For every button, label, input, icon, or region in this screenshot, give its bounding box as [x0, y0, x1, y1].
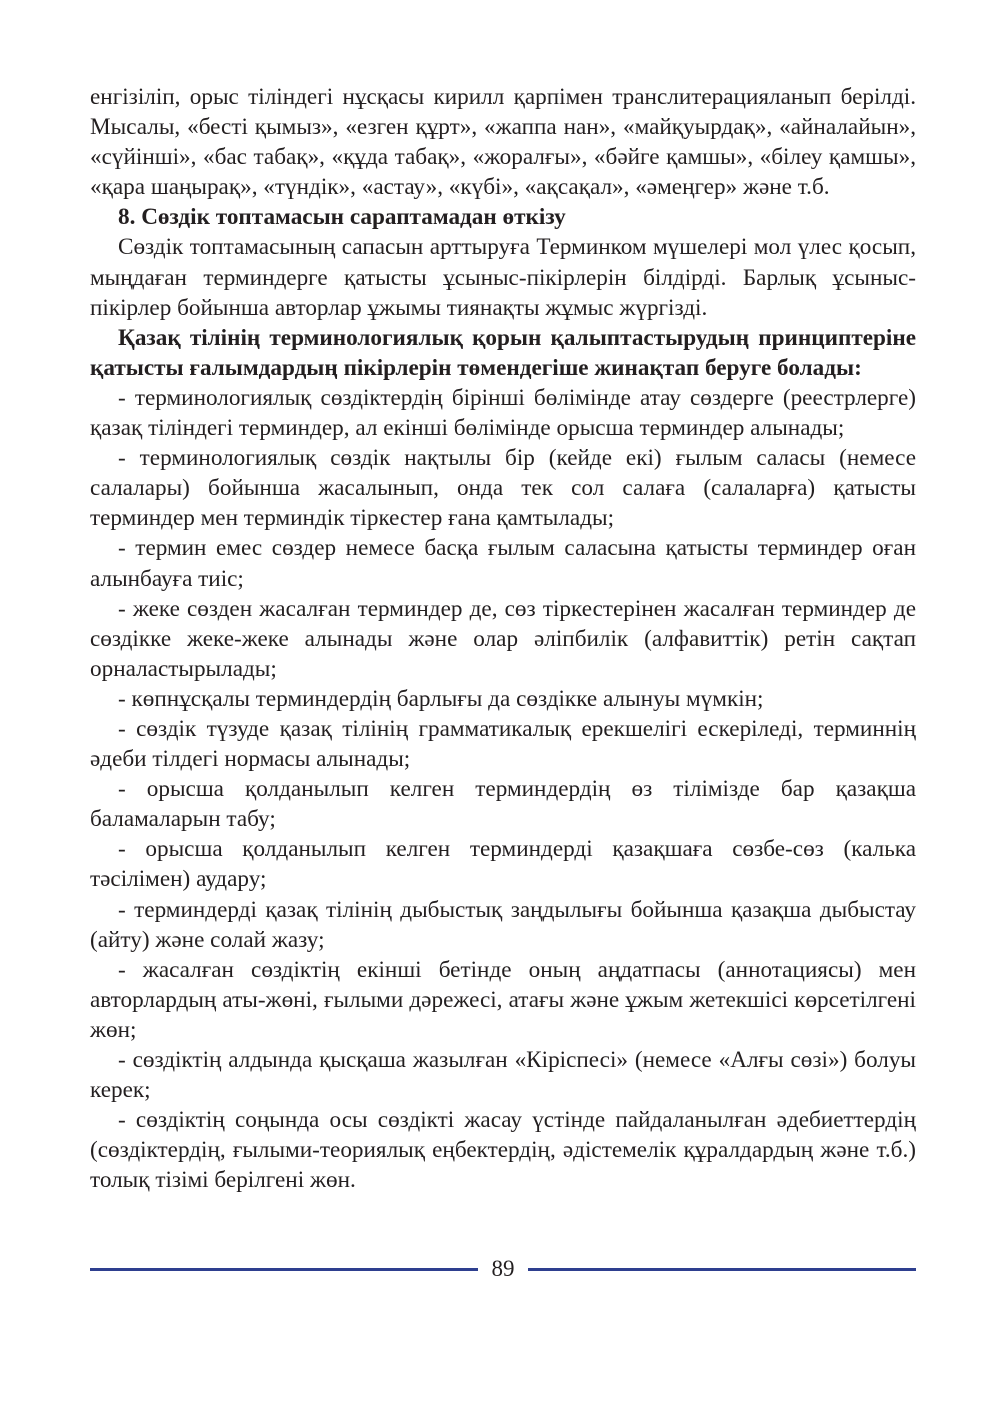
page-footer — [90, 1253, 916, 1287]
list-item: - сөздіктің соңында осы сөздікті жасау үстінде пайдаланылған әдебиеттердің (сөздіктердің, ғылыми-теориялық еңбектердің, әдістемелік құралдардың және т.б.) толық тізімі берілгені жөн. — [90, 1107, 916, 1194]
list-item: - терминологиялық сөздік нақтылы бір (кейде екі) ғылым саласы (немесе салалары) бойынша жасалынып, онда тек сол салаға (салаларға) қатысты терминдер мен терминдік тіркестер ғана қамтылады; — [90, 445, 916, 532]
paragraph: Сөздік топтамасының сапасын арттыруға Терминком мүшелері мол үлес қосып, мыңдаған терминдерге қатысты ұсыныс-пікірлерін білдірді. Барлық ұсыныс-пікірлер бойынша авторлар ұжымы тиянақты жұмыс жүргізді. — [90, 234, 916, 321]
paragraph-continuation: енгізіліп, орыс тіліндегі нұсқасы кирилл қарпімен транслитерацияланып берілді. Мысалы, «бесті қымыз», «езген құрт», «жаппа нан», «майқуырдақ», «айналайын», «сүйінші», «бас табақ», «құда табақ», «жоралғы», «бәйге қамшы», «білеу қамшы», «қара шаңырақ», «түндік», «астау», «күбі», «ақсақал», «әмеңгер» және т.б. — [90, 84, 916, 201]
list-item: - терминдерді қазақ тілінің дыбыстық заңдылығы бойынша қазақша дыбыстау (айту) және солай жазу; — [90, 896, 916, 953]
bold-lead-paragraph: Қазақ тілінің терминологиялық қорын қалыптастырудың принциптеріне қатысты ғалымдардың пікірлерін төмендегіше жинақтап беруге болады: — [90, 324, 916, 381]
footer-rule-left — [90, 1268, 478, 1271]
page-body — [90, 82, 916, 1195]
section-heading: 8. Сөздік топтамасын сараптамадан өткізу — [118, 204, 566, 231]
footer-rule-right — [528, 1268, 916, 1271]
list-item: - сөздіктің алдында қысқаша жазылған «Кіріспесі» (немесе «Алғы сөзі») болуы керек; — [90, 1047, 916, 1104]
page-number: 89 — [491, 1256, 515, 1281]
list-item: - жеке сөзден жасалған терминдер де, сөз тіркестерінен жасалған терминдер де сөздікке жеке-жеке алынады және олар әліпбилік (алфавиттік) ретін сақтап орналастырылады; — [90, 595, 916, 682]
list-item: - жасалған сөздіктің екінші бетінде оның аңдатпасы (аннотациясы) мен авторлардың аты-жөні, ғылыми дәрежесі, атағы және ұжым жетекшісі көрсетілгені жөн; — [90, 956, 916, 1043]
list-item: - терминологиялық сөздіктердің бірінші бөлімінде атау сөздерге (реестрлерге) қазақ тіліндегі терминдер, ал екінші бөлімінде орысша терминдер алынады; — [90, 384, 916, 442]
list-item: - сөздік түзуде қазақ тілінің грамматикалық ерекшелігі ескеріледі, терминнің әдеби тілдегі нормасы алынады; — [90, 715, 916, 773]
list-item: - көпнұсқалы терминдердің барлығы да сөздікке алынуы мүмкін; — [118, 685, 764, 712]
list-item: - термин емес сөздер немесе басқа ғылым саласына қатысты терминдер оған алынбауға тиіс; — [90, 535, 916, 592]
list-item: - орысша қолданылып келген терминдерді қазақшаға сөзбе-сөз (калька тәсілімен) аудару; — [90, 836, 916, 893]
list-item: - орысша қолданылып келген терминдердің өз тілімізде бар қазақша баламаларын табу; — [90, 776, 916, 833]
